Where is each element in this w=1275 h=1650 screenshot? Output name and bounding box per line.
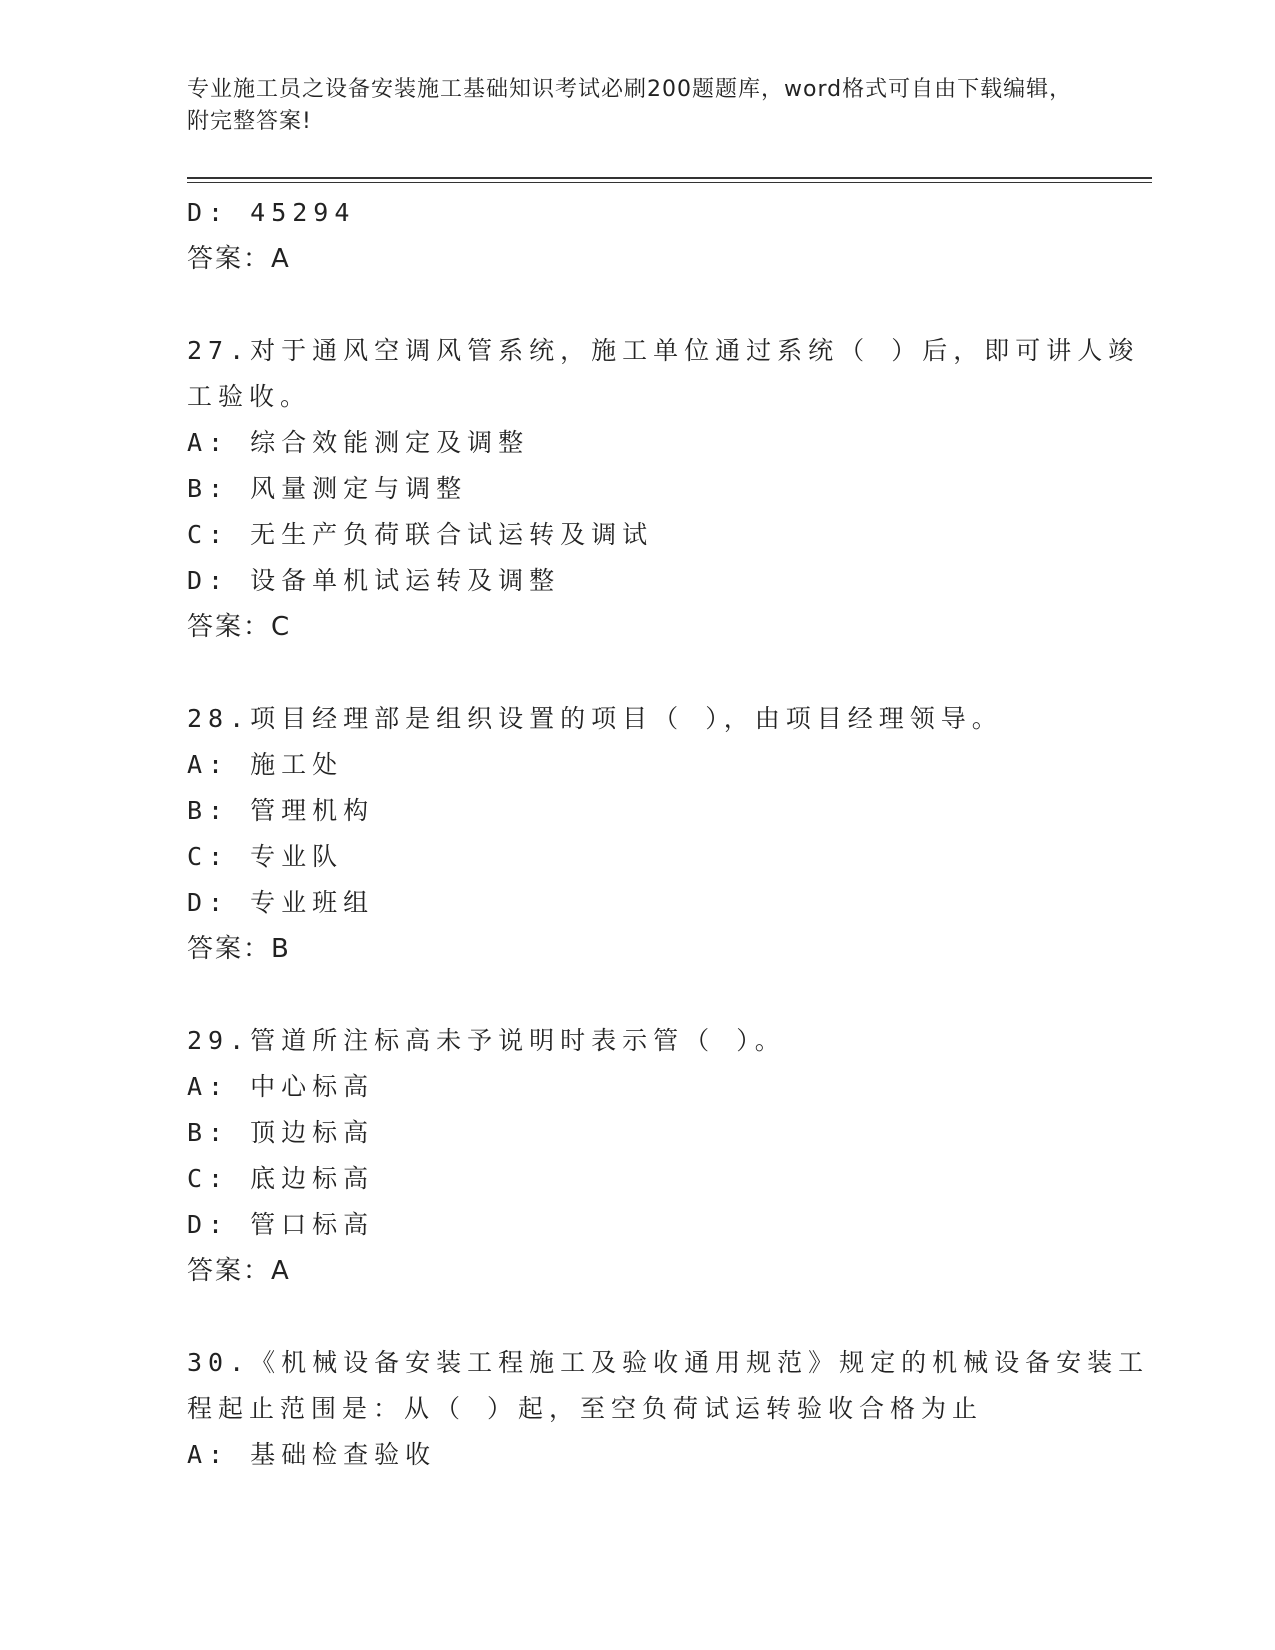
header-divider-thin <box>187 182 1152 183</box>
question-27 <box>187 328 1140 650</box>
question-29 <box>187 1018 1087 1294</box>
option-a: A: 基础检查验收 <box>187 1440 437 1469</box>
option-d: D: 管口标高 <box>187 1210 375 1239</box>
option-b: B: 顶边标高 <box>187 1118 375 1147</box>
option-c: C: 无生产负荷联合试运转及调试 <box>187 520 654 549</box>
question-content <box>187 190 1150 1478</box>
question-stem: 27.对于通风空调风管系统，施工单位通过系统（ ）后，即可讲人竣 <box>187 336 1140 365</box>
option-a: A: 施工处 <box>187 750 344 779</box>
option-b: B: 管理机构 <box>187 796 375 825</box>
question-stem: 29.管道所注标高未予说明时表示管（ ）。 <box>187 1026 786 1055</box>
question-stem: 28.项目经理部是组织设置的项目（ ），由项目经理领导。 <box>187 704 1003 733</box>
answer-line: 答案：A <box>187 1256 291 1286</box>
option-b: B: 风量测定与调整 <box>187 474 468 503</box>
answer-line: 答案：B <box>187 934 291 964</box>
header-divider-thick <box>187 177 1152 179</box>
answer-line: 答案：A <box>187 244 291 274</box>
option-c: C: 专业队 <box>187 842 344 871</box>
spacer <box>187 1294 1087 1340</box>
document-title: 专业施工员之设备安装施工基础知识考试必刷200题题库，word格式可自由下载编辑，附完整答案! <box>187 77 1073 134</box>
spacer <box>187 650 1087 696</box>
option-c: C: 底边标高 <box>187 1164 375 1193</box>
question-stem-continued: 程起止范围是：从（ ）起，至空负荷试运转验收合格为止 <box>187 1394 984 1423</box>
option-d: D: 45294 <box>187 198 356 227</box>
question-stem-continued: 工验收。 <box>187 382 312 411</box>
option-d: D: 设备单机试运转及调整 <box>187 566 561 595</box>
spacer <box>187 282 1087 328</box>
option-a: A: 综合效能测定及调整 <box>187 428 530 457</box>
option-a: A: 中心标高 <box>187 1072 375 1101</box>
page-header <box>187 74 1087 138</box>
answer-line: 答案：C <box>187 612 292 642</box>
spacer <box>187 972 1087 1018</box>
option-d: D: 专业班组 <box>187 888 375 917</box>
question-stem: 30.《机械设备安装工程施工及验收通用规范》规定的机械设备安装工 <box>187 1348 1150 1377</box>
question-28 <box>187 696 1087 972</box>
question-30 <box>187 1340 1150 1478</box>
